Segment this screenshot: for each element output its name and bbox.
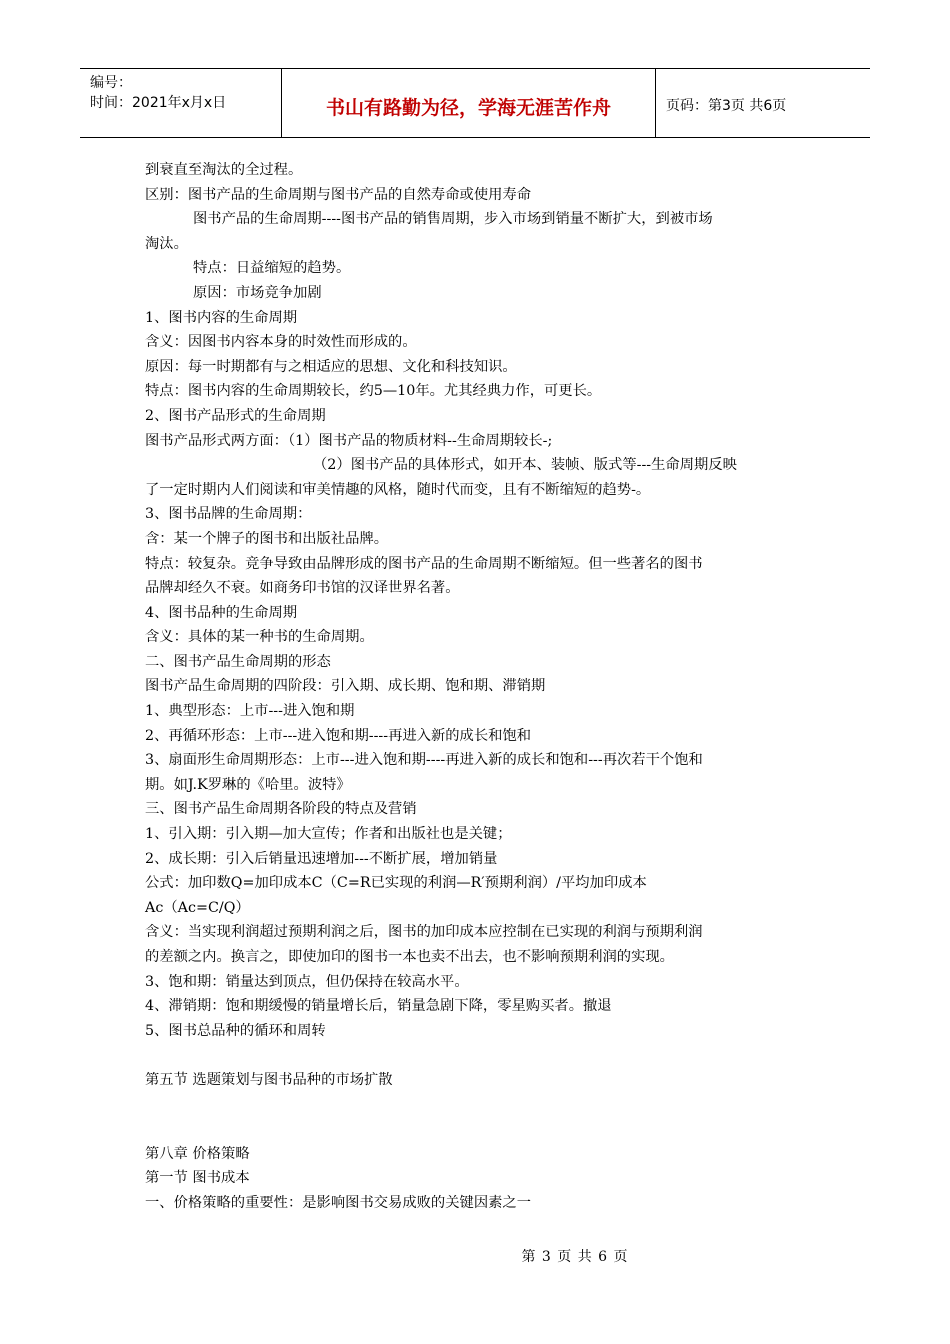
chapter-title: 第八章 价格策略 [145, 1145, 250, 1162]
formula-line: Ac（Ac=C/Q） [145, 899, 250, 916]
code-label: 编号： [90, 75, 132, 91]
spacer [145, 1043, 810, 1068]
text-line: 原因：每一时期都有与之相适应的思想、文化和科技知识。 [145, 358, 517, 375]
section-heading: 三、图书产品生命周期各阶段的特点及营销 [145, 801, 417, 818]
text-line: 含：某一个牌子的图书和出版社品牌。 [145, 530, 389, 547]
text-line: 原因：市场竞争加剧 [193, 284, 322, 301]
text-line: 3、扇面形生命周期形态：上市---进入饱和期----再进入新的成长和饱和---再次若干个饱和 [145, 752, 703, 769]
section-heading: 二、图书产品生命周期的形态 [145, 653, 331, 670]
text-line: 到衰直至淘汰的全过程。 [145, 162, 303, 178]
footer-page-number: 第 3 页 共 6 页 [521, 1249, 629, 1265]
section-heading: 3、图书品牌的生命周期： [145, 506, 312, 523]
document-body [145, 158, 810, 1215]
text-line: 含义：具体的某一种书的生命周期。 [145, 629, 374, 646]
text-line: 图书产品的生命周期----图书产品的销售周期，步入市场到销量不断扩大，到被市场 [193, 211, 713, 228]
text-line: 一、价格策略的重要性：是影响图书交易成败的关键因素之一 [145, 1194, 532, 1211]
text-line: 5、图书总品种的循环和周转 [145, 1022, 326, 1039]
text-line: 2、成长期：引入后销量迅速增加---不断扩展，增加销量 [145, 850, 498, 867]
section-heading: 2、图书产品形式的生命周期 [145, 407, 326, 424]
text-line: 1、典型形态：上市---进入饱和期 [145, 703, 355, 720]
text-line: 期。如J.K罗琳的《哈里。波特》 [145, 776, 351, 793]
date-label: 时间：2021年x月x日 [90, 95, 227, 111]
text-line: 含义：因图书内容本身的时效性而形成的。 [145, 334, 417, 351]
text-line: 4、滞销期：饱和期缓慢的销量增长后，销量急剧下降，零星购买者。撤退 [145, 998, 612, 1015]
text-line: 特点：图书内容的生命周期较长，约5—10年。尤其经典力作，可更长。 [145, 383, 602, 400]
section-title: 第一节 图书成本 [145, 1170, 250, 1187]
text-line: 图书产品生命周期的四阶段：引入期、成长期、饱和期、滞销期 [145, 678, 546, 695]
header-meta [80, 69, 282, 137]
section-title: 第五节 选题策划与图书品种的市场扩散 [145, 1071, 393, 1088]
section-heading: 4、图书品种的生命周期 [145, 604, 298, 621]
text-line: 特点：日益缩短的趋势。 [193, 260, 351, 277]
section-heading: 1、图书内容的生命周期 [145, 309, 298, 326]
header-page-number: 页码：第3页 共6页 [666, 98, 787, 114]
text-line: （2）图书产品的具体形式，如开本、装帧、版式等---生命周期反映 [313, 457, 737, 474]
text-line: 淘汰。 [145, 235, 188, 252]
text-line: 的差额之内。换言之，即使加印的图书一本也卖不出去，也不影响预期利润的实现。 [145, 949, 674, 965]
text-line: 2、再循环形态：上市---进入饱和期----再进入新的成长和饱和 [145, 727, 532, 744]
text-line: 了一定时期内人们阅读和审美情趣的风格，随时代而变，且有不断缩短的趋势-。 [145, 481, 651, 498]
header-motto: 书山有路勤为径，学海无涯苦作舟 [282, 69, 656, 137]
text-line: 区别：图书产品的生命周期与图书产品的自然寿命或使用寿命 [145, 186, 532, 203]
text-line: 1、引入期：引入期—加大宣传；作者和出版社也是关键； [145, 826, 512, 843]
spacer [145, 1093, 810, 1142]
page-footer [0, 1246, 950, 1266]
page-header [80, 68, 870, 138]
text-line: 图书产品形式两方面：（1）图书产品的物质材料--生命周期较长-; [145, 432, 553, 449]
formula-line: 公式：加印数Q=加印成本C（C=R已实现的利润—R′预期利润）/平均加印成本 [145, 875, 647, 892]
text-line: 3、饱和期：销量达到顶点，但仍保持在较高水平。 [145, 973, 469, 990]
text-line: 含义：当实现利润超过预期利润之后，图书的加印成本应控制在已实现的利润与预期利润 [145, 924, 703, 941]
text-line: 特点：较复杂。竞争导致由品牌形成的图书产品的生命周期不断缩短。但一些著名的图书 [145, 555, 703, 572]
text-line: 品牌却经久不衰。如商务印书馆的汉译世界名著。 [145, 580, 460, 597]
